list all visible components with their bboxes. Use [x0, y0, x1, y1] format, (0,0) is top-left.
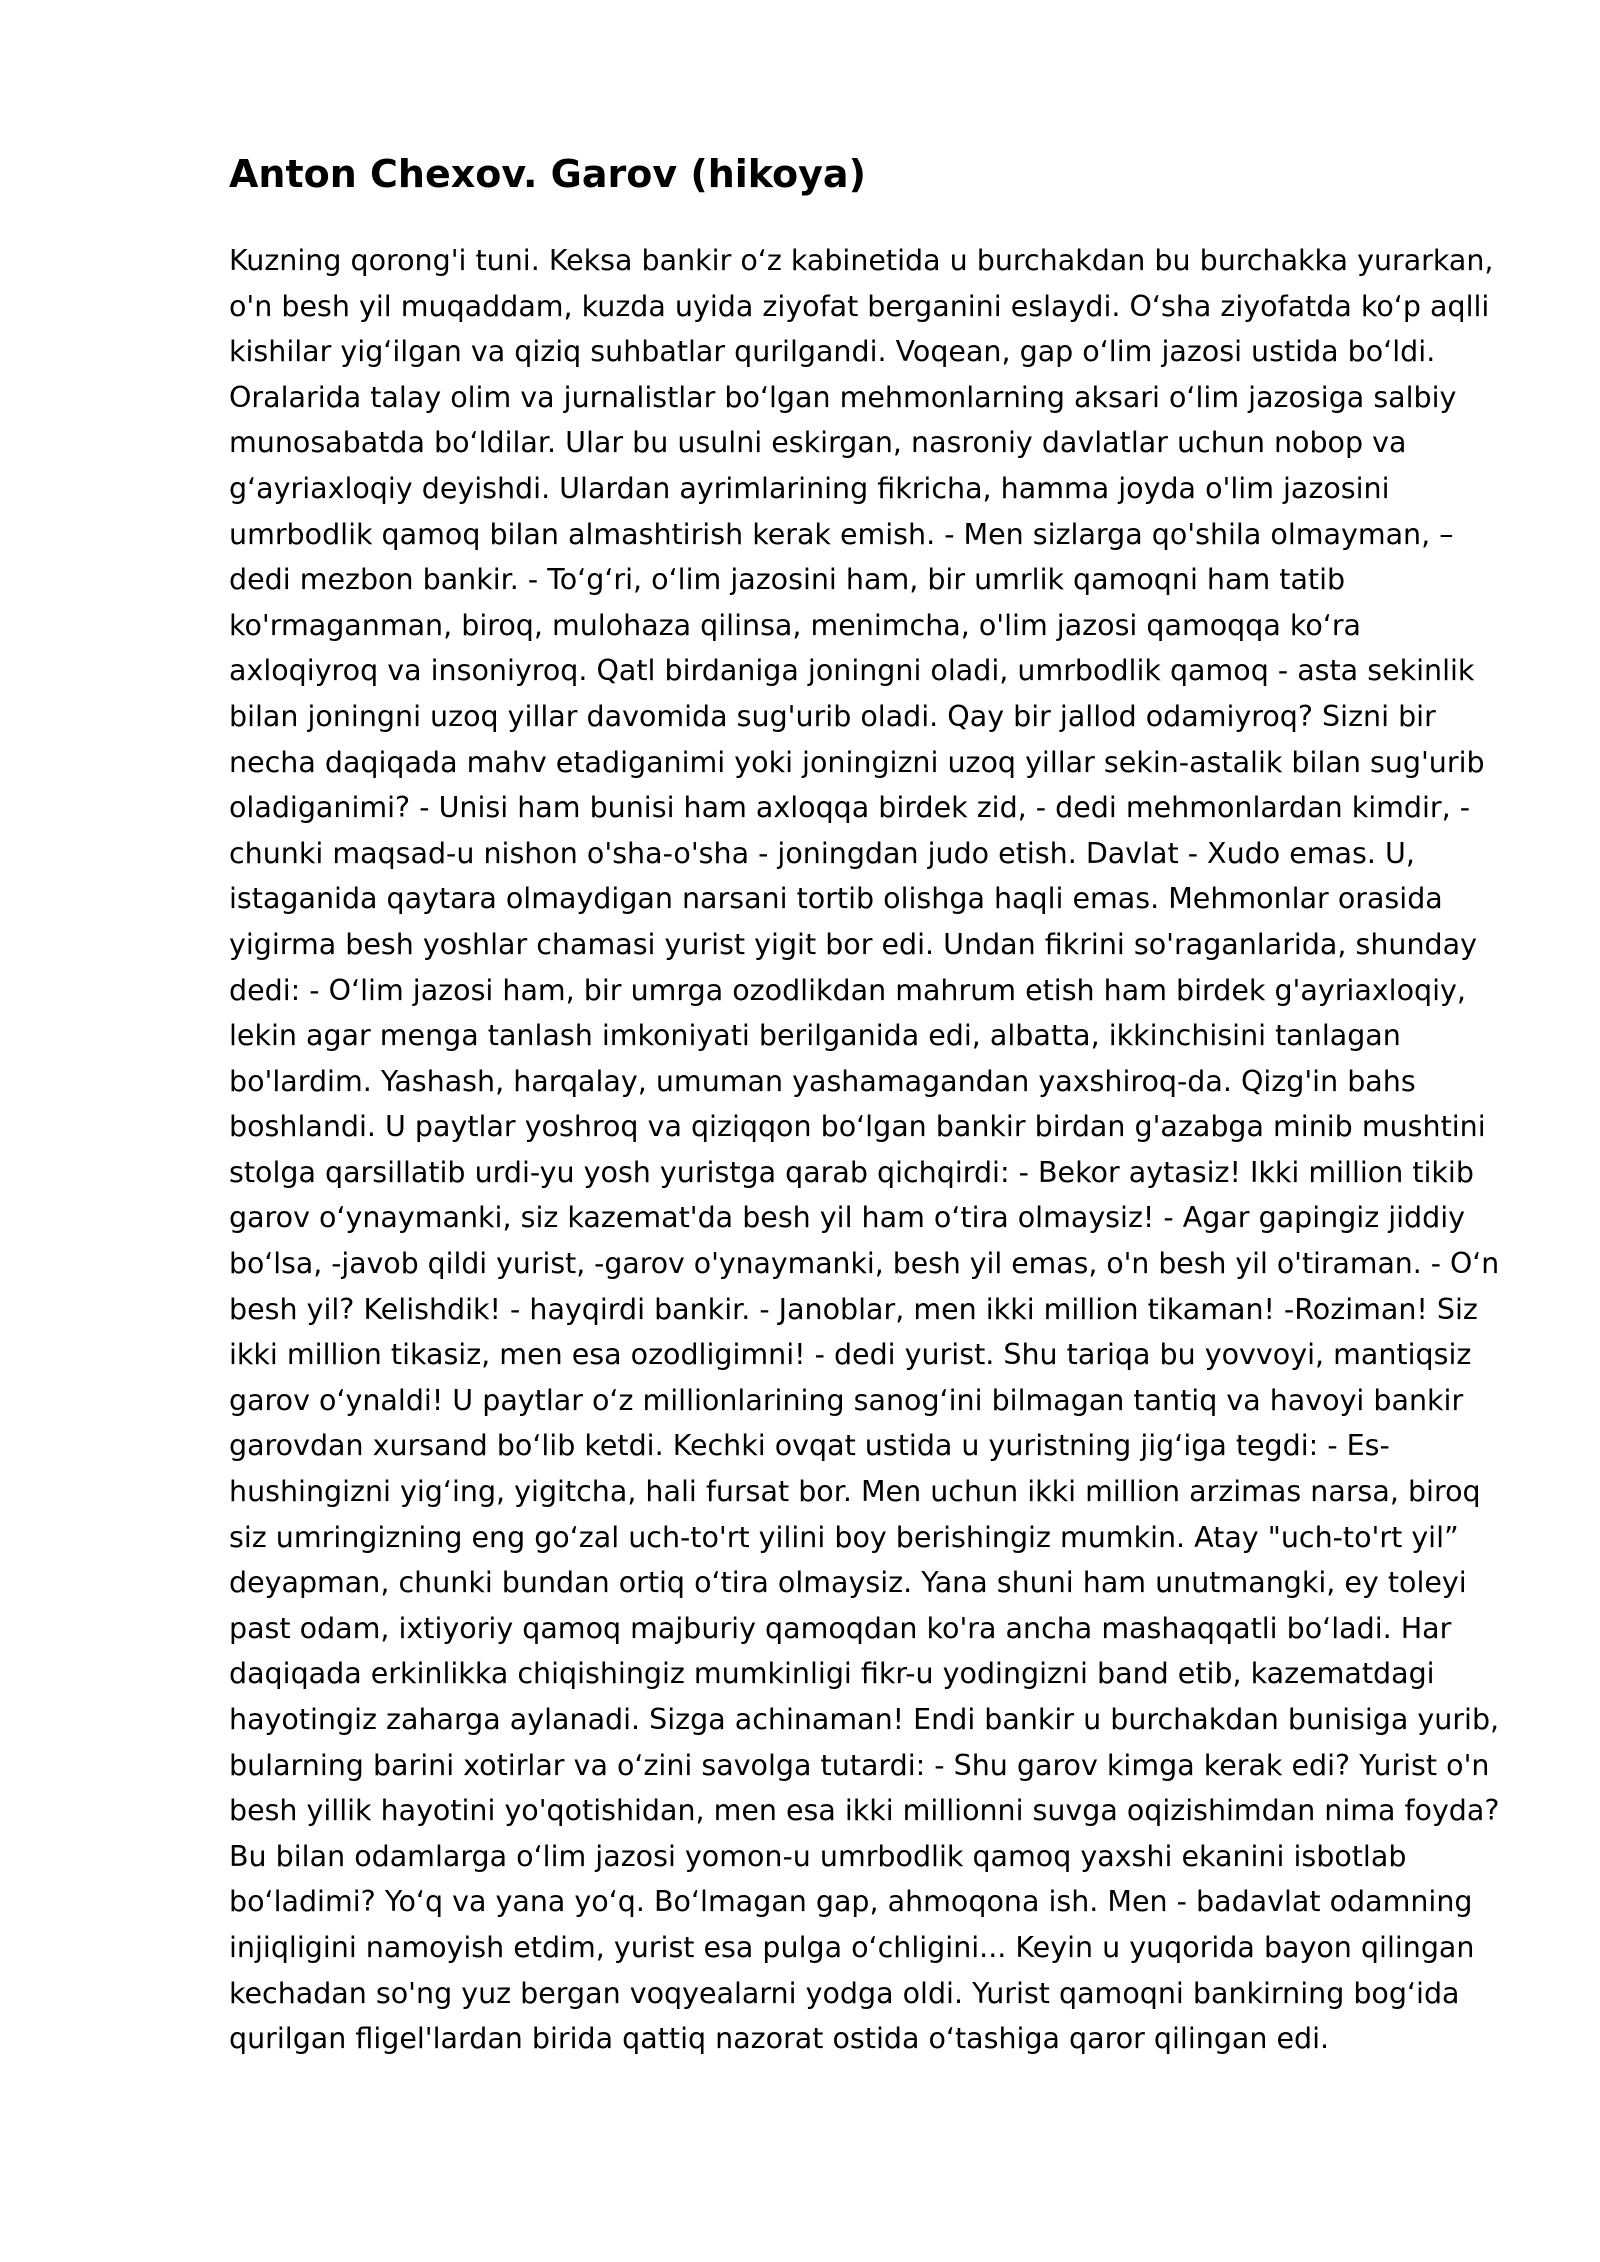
body-line: Bu bilan odamlarga oʻlim jazosi yomon-u umrbodlik qamoq yaxshi ekanini isbotlab: [229, 1839, 1407, 1873]
body-line: past odam, ixtiyoriy qamoq majburiy qamoqdan ko'ra ancha mashaqqatli boʻladi. Har: [229, 1611, 1452, 1645]
body-line: boʻlsa, -javob qildi yurist, -garov o'ynaymanki, besh yil emas, o'n besh yil o'tiraman. - Oʻn: [229, 1247, 1500, 1281]
body-line: dedi: - Oʻlim jazosi ham, bir umrga ozodlikdan mahrum etish ham birdek g'ayriaxloqiy,: [229, 973, 1466, 1007]
body-line: besh yil? Kelishdik! - hayqirdi bankir. - Janoblar, men ikki million tikaman! -Roziman! Siz: [229, 1292, 1478, 1326]
body-line: axloqiyroq va insoniyroq. Qatl birdaniga joningni oladi, umrbodlik qamoq - asta sekinlik: [229, 654, 1475, 688]
body-line: yigirma besh yoshlar chamasi yurist yigit bor edi. Undan fikrini so'raganlarida, shunday: [229, 927, 1477, 961]
body-line: munosabatda boʻldilar. Ular bu usulni eskirgan, nasroniy davlatlar uchun nobop va: [229, 426, 1407, 460]
body-line: umrbodlik qamoq bilan almashtirish kerak emish. - Men sizlarga qo'shila olmayman, –: [229, 517, 1454, 551]
body-line: hayotingiz zaharga aylanadi. Sizga achinaman! Endi bankir u burchakdan bunisiga yurib,: [229, 1703, 1500, 1736]
body-line: garov oʻynaldi! U paytlar oʻz millionlarining sanogʻini bilmagan tantiq va havoyi bankir: [229, 1383, 1464, 1417]
body-line: Oralarida talay olim va jurnalistlar boʻlgan mehmonlarning aksari oʻlim jazosiga salbiy: [229, 380, 1457, 414]
body-line: boʻladimi? Yoʻq va yana yoʻq. Boʻlmagan gap, ahmoqona ish. Men - badavlat odamning: [229, 1885, 1473, 1919]
body-line: lekin agar menga tanlash imkoniyati berilganida edi, albatta, ikkinchisini tanlagan: [229, 1019, 1401, 1053]
body-line: necha daqiqada mahv etadiganimi yoki joningizni uzoq yillar sekin-astalik bilan sug'urib: [229, 745, 1485, 779]
document-title: Anton Chexov. Garov (hikoya): [229, 152, 866, 196]
body-line: bo'lardim. Yashash, harqalay, umuman yashamagandan yaxshiroq-da. Qizg'in bahs: [229, 1064, 1416, 1098]
body-line: besh yillik hayotini yo'qotishidan, men esa ikki millionni suvga oqizishimdan nima foyda?: [229, 1794, 1500, 1828]
body-line: gʻayriaxloqiy deyishdi. Ulardan ayrimlarining fikricha, hamma joyda o'lim jazosini: [229, 471, 1390, 505]
body-line: deyapman, chunki bundan ortiq oʻtira olmaysiz. Yana shuni ham unutmangki, ey toleyi: [229, 1566, 1467, 1600]
body-line: Kuzning qorong'i tuni. Keksa bankir oʻz kabinetida u burchakdan bu burchakka yurarkan,: [229, 244, 1494, 277]
body-line: hushingizni yigʻing, yigitcha, hali fursat bor. Men uchun ikki million arzimas narsa, biroq: [229, 1475, 1481, 1509]
body-line: oladiganimi? - Unisi ham bunisi ham axloqqa birdek zid, - dedi mehmonlardan kimdir, -: [229, 791, 1471, 825]
body-line: garov oʻynaymanki, siz kazemat'da besh yil ham oʻtira olmaysiz! - Agar gapingiz jiddiy: [229, 1201, 1466, 1235]
document-body: [229, 238, 1499, 2062]
body-line: siz umringizning eng goʻzal uch-to'rt yilini boy berishingiz mumkin. Atay "uch-to'rt yil”: [229, 1520, 1459, 1554]
body-line: ko'rmaganman, biroq, mulohaza qilinsa, menimcha, o'lim jazosi qamoqqa koʻra: [229, 608, 1362, 642]
body-line: daqiqada erkinlikka chiqishingiz mumkinligi fikr-u yodingizni band etib, kazematdagi: [229, 1657, 1435, 1691]
body-line: bilan joningni uzoq yillar davomida sug'urib oladi. Qay bir jallod odamiyroq? Sizni bir: [229, 699, 1436, 733]
body-line: garovdan xursand boʻlib ketdi. Kechki ovqat ustida u yuristning jigʻiga tegdi: - Es-: [229, 1429, 1390, 1463]
body-line: o'n besh yil muqaddam, kuzda uyida ziyofat berganini eslaydi. Oʻsha ziyofatda koʻp aqlli: [229, 289, 1490, 323]
body-line: kishilar yigʻilgan va qiziq suhbatlar qurilgandi. Voqean, gap oʻlim jazosi ustida boʻldi.: [229, 335, 1436, 369]
body-line: istaganida qaytara olmaydigan narsani tortib olishga haqli emas. Mehmonlar orasida: [229, 882, 1443, 916]
body-line: dedi mezbon bankir. - Toʻgʻri, oʻlim jazosini ham, bir umrlik qamoqni ham tatib: [229, 563, 1346, 597]
body-line: kechadan so'ng yuz bergan voqyealarni yodga oldi. Yurist qamoqni bankirning bogʻida: [229, 1976, 1460, 2010]
body-line: stolga qarsillatib urdi-yu yosh yuristga qarab qichqirdi: - Bekor aytasiz! Ikki million tikib: [229, 1155, 1474, 1189]
body-line: bularning barini xotirlar va oʻzini savolga tutardi: - Shu garov kimga kerak edi? Yurist o'n: [229, 1748, 1490, 1782]
body-line: injiqligini namoyish etdim, yurist esa pulga oʻchligini... Keyin u yuqorida bayon qilingan: [229, 1930, 1475, 1964]
body-line: chunki maqsad-u nishon o'sha-o'sha - joningdan judo etish. Davlat - Xudo emas. U,: [229, 836, 1415, 870]
body-line: boshlandi. U paytlar yoshroq va qiziqqon boʻlgan bankir birdan g'azabga minib mushtini: [229, 1110, 1486, 1144]
body-line: ikki million tikasiz, men esa ozodligimni! - dedi yurist. Shu tariqa bu yovvoyi, mantiqsiz: [229, 1338, 1472, 1372]
body-line: qurilgan fligel'lardan birida qattiq nazorat ostida oʻtashiga qaror qilingan edi.: [229, 2022, 1330, 2056]
